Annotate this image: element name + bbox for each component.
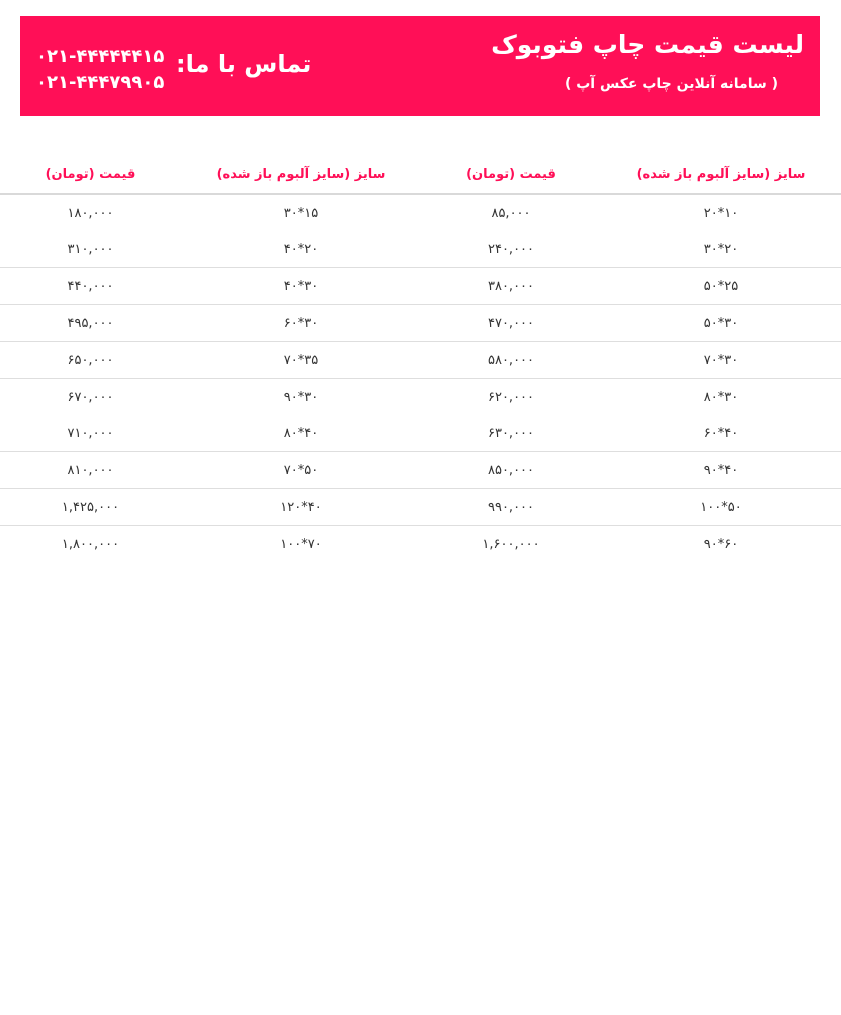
phone-number-2[interactable]: ۰۲۱-۴۴۴۷۹۹۰۵: [36, 72, 165, 93]
price-cell: ۶۵۰,۰۰۰: [0, 342, 181, 379]
size-cell: ۱۵*۳۰: [283, 205, 319, 221]
header-price-2: قیمت (تومان): [0, 156, 181, 194]
header-price-1: قیمت (تومان): [421, 156, 601, 194]
price-cell: ۱,۴۲۵,۰۰۰: [0, 489, 181, 526]
size-cell: ۷۰*۱۰۰: [280, 536, 322, 552]
size-cell: ۳۵*۷۰: [181, 342, 421, 379]
price-cell: ۸۵۰,۰۰۰: [421, 452, 601, 489]
size-cell: ۲۰*۳۰: [601, 231, 841, 268]
price-cell: ۷۱۰,۰۰۰: [0, 415, 181, 452]
size-cell: ۴۰*۹۰: [601, 452, 841, 489]
price-cell: ۱,۶۰۰,۰۰۰: [482, 536, 540, 552]
size-cell: ۴۰*۶۰: [601, 415, 841, 452]
price-cell: ۴۷۰,۰۰۰: [421, 305, 601, 342]
size-cell: ۳۰*۵۰: [601, 305, 841, 342]
size-cell: ۳۰*۸۰: [703, 389, 739, 405]
size-cell: ۳۰*۴۰: [181, 268, 421, 305]
price-cell: ۶۳۰,۰۰۰: [421, 415, 601, 452]
size-cell: ۴۰*۱۲۰: [181, 489, 421, 526]
contact-label: تماس با ما:: [176, 50, 312, 78]
table-row: [0, 268, 841, 305]
price-table: [0, 156, 841, 562]
size-cell: ۴۰*۸۰: [181, 415, 421, 452]
size-cell: ۵۰*۷۰: [181, 452, 421, 489]
header-size-2: سایز (سایز آلبوم باز شده): [181, 156, 421, 194]
price-cell: ۳۱۰,۰۰۰: [0, 231, 181, 268]
table-row: [0, 452, 841, 489]
table-row: [0, 489, 841, 526]
price-cell: ۸۵,۰۰۰: [491, 205, 531, 221]
table-row: [0, 526, 841, 563]
table-row: [0, 379, 841, 416]
price-cell: ۶۷۰,۰۰۰: [67, 389, 114, 405]
price-cell: ۱,۸۰۰,۰۰۰: [61, 536, 120, 552]
size-cell: ۲۰*۴۰: [181, 231, 421, 268]
price-cell: ۵۸۰,۰۰۰: [421, 342, 601, 379]
price-cell: ۸۱۰,۰۰۰: [0, 452, 181, 489]
price-cell: ۱۸۰,۰۰۰: [67, 205, 114, 221]
header-banner: [20, 16, 820, 116]
size-cell: ۶۰*۹۰: [703, 536, 739, 552]
table-row: [0, 415, 841, 452]
table-row: [0, 194, 841, 231]
size-cell: ۳۰*۷۰: [601, 342, 841, 379]
page-title: لیست قیمت چاپ فتوبوک: [491, 30, 804, 59]
table-header-row: [0, 156, 841, 194]
size-cell: ۲۵*۵۰: [601, 268, 841, 305]
size-cell: ۱۰*۲۰: [703, 205, 739, 221]
size-cell: ۵۰*۱۰۰: [601, 489, 841, 526]
table-row: [0, 305, 841, 342]
page-subtitle: ( سامانه آنلاین چاپ عکس آپ ): [564, 76, 778, 92]
phone-number-1[interactable]: ۰۲۱-۴۴۴۴۴۴۱۵: [36, 46, 165, 67]
price-cell: ۶۲۰,۰۰۰: [487, 389, 535, 405]
size-cell: ۳۰*۶۰: [181, 305, 421, 342]
price-cell: ۹۹۰,۰۰۰: [421, 489, 601, 526]
header-size-1: سایز (سایز آلبوم باز شده): [601, 156, 841, 194]
price-cell: ۲۴۰,۰۰۰: [421, 231, 601, 268]
table-row: [0, 342, 841, 379]
size-cell: ۳۰*۹۰: [283, 389, 319, 405]
price-cell: ۳۸۰,۰۰۰: [421, 268, 601, 305]
price-cell: ۴۴۰,۰۰۰: [0, 268, 181, 305]
price-cell: ۴۹۵,۰۰۰: [0, 305, 181, 342]
table-row: [0, 231, 841, 268]
